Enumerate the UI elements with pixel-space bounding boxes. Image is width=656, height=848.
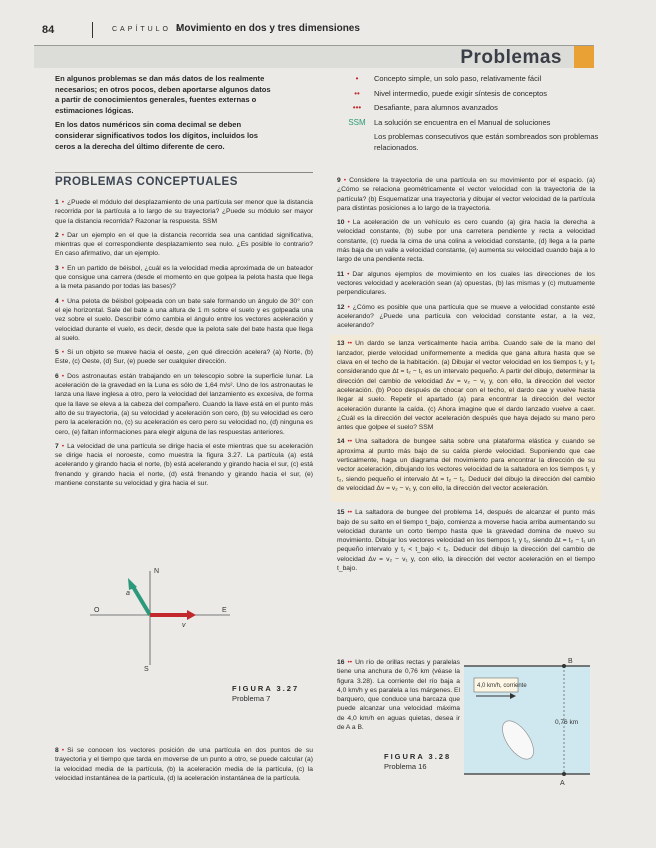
legend-text: Los problemas consecutivos que están sombreados son problemas relacionados. xyxy=(374,132,599,152)
problem-text: Dos astronautas están trabajando en un telescopio sobre la superficie lunar. La aceleración de la gravedad en la Luna es sólo de 1,64 m/s². Uno de los astronautas le lanza una llave inglesa a otro, pero la velocidad del lanzamiento es excesiva, de forma que la llave se eleva a la cabeza del compañero. Cuando la llave está en el punto más alto de su trayectoria, (a) su velocidad y aceleración son cero, (b) su velocidad es cero pero la aceleración no, (c) su aceleración es cero pero su velocidad no, (d) ninguna es cero, (e) faltan informaciones para elegir alguna de las respuestas anteriores. xyxy=(55,372,313,436)
legend-text: La solución se encuentra en el Manual de soluciones xyxy=(374,117,551,127)
point-a-marker xyxy=(562,772,566,776)
problem-number: 6 xyxy=(55,372,59,380)
difficulty-dot-icon: •• xyxy=(347,659,353,666)
problem-number: 2 xyxy=(55,231,59,239)
legend-mark: ••• xyxy=(352,103,362,112)
south-label: S xyxy=(144,666,149,673)
problem-12 xyxy=(337,303,595,331)
difficulty-legend xyxy=(340,74,610,157)
difficulty-dot-icon: • xyxy=(61,231,65,239)
problem-text: La velocidad de una partícula se dirige hacia el este mientras que su aceleración se dirige hacia el noroeste, como muestra la figura 3.27. La partícula (a) está acelerando y girando hacia el norte, (b) está acelerando y girando hacia el sur, (c) está frenando y girando hacia el norte, (d) está frenando y girando hacia el sur, (e) mantiene constante su velocidad y gira hacia el sur. xyxy=(55,442,313,488)
problem-text: En un partido de béisbol, ¿cuál es la velocidad media aproximada de un bateador que consigue una carrera (desde el momento en que golpea la pelota hasta que llega a la meta pasando por todas las bases)? xyxy=(55,264,313,291)
figure-27-label: FIGURA 3.27 xyxy=(232,684,300,693)
legend-row xyxy=(340,89,610,100)
problem-number: 13 xyxy=(337,340,345,348)
banner-accent-box xyxy=(574,46,594,68)
ssm-icon: SSM xyxy=(348,117,366,127)
problem-number: 8 xyxy=(55,747,59,754)
figure-28-label: FIGURA 3.28 xyxy=(384,752,452,761)
width-label: 0,76 km xyxy=(555,719,579,726)
north-label: N xyxy=(154,568,160,575)
related-problems-shaded xyxy=(331,335,601,502)
figure-27-problem: Problema 7 xyxy=(232,694,271,703)
legend-text: Desafiante, para alumnos avanzados xyxy=(374,103,498,112)
problem-2 xyxy=(55,231,313,259)
intro-text xyxy=(55,74,273,156)
problem-number: 12 xyxy=(337,303,345,311)
difficulty-dot-icon: •• xyxy=(347,340,353,348)
problem-9 xyxy=(337,176,595,213)
problem-number: 9 xyxy=(337,177,341,184)
problem-number: 4 xyxy=(55,297,59,305)
problem-14 xyxy=(337,437,595,493)
difficulty-dot-icon: • xyxy=(61,264,65,272)
problem-16 xyxy=(337,658,460,732)
legend-row xyxy=(340,103,610,114)
problem-text: Considere la trayectoria de una partícula en su movimiento por el espacio. (a) ¿Cómo se relaciona geométricamente el vector velocidad con la trayectoria de la partícula? (b) Esquematizar una trayectoria y dibujar el vector velocidad de la partícula para distintas posiciones a lo largo de la trayectoria. xyxy=(337,177,595,212)
difficulty-dot-icon: • xyxy=(61,442,65,450)
problem-text: La saltadora de bungee del problema 14, después de alcanzar el punto más bajo de su salto en el tiempo t_bajo, comienza a moverse hacia arriba aumentando su velocidad durante un corto tiempo hasta que la gravedad domina de nuevo su movimiento. Dibujar los vectores velocidad en los tiempos t₁ y t₂, siendo Δt = t₂ − t₁ un pequeño intervalo y t₁ < t_bajo < t₂. Deducir del dibujo la dirección del cambio de velocidad Δv = v₂ − v₁ y, con ello, la dirección del vector aceleración en el tiempo t_bajo. xyxy=(337,509,595,572)
problem-number: 15 xyxy=(337,509,345,517)
figure-3-28 xyxy=(460,654,595,819)
difficulty-dot-icon: • xyxy=(61,372,65,380)
problem-text: Una saltadora de bungee salta sobre una plataforma elástica y cuando se aproxima al punto más bajo de su caída pierde velocidad. Suponiendo que cae verticalmente, haga un diagrama del movimiento para encontrar la dirección de su vector aceleración, dibujando los vectores velocidad de la saltadora en los tiempos t₁ y t₂, siendo pequeño el intervalo Δt = t₂ − t₁. Deducir del dibujo la dirección del cambio de velocidad Δv = v₂ − v₁ y, con ello, la dirección del vector aceleración. xyxy=(337,438,595,492)
difficulty-dot-icon: • xyxy=(343,177,347,184)
legend-row xyxy=(340,132,610,153)
chapter-label: CAPÍTULO 3 xyxy=(112,26,183,33)
acceleration-vector xyxy=(132,585,150,615)
legend-mark: •• xyxy=(354,88,360,98)
problem-number: 14 xyxy=(337,438,345,446)
section-rule xyxy=(55,172,313,173)
acceleration-label: a xyxy=(126,590,130,597)
difficulty-dot-icon: •• xyxy=(347,509,353,517)
difficulty-dot-icon: • xyxy=(61,297,65,305)
problem-number: 3 xyxy=(55,264,59,272)
figure-28-caption xyxy=(384,752,451,772)
legend-mark: • xyxy=(355,74,359,83)
legend-mark xyxy=(340,132,374,153)
legend-text: Concepto simple, un solo paso, relativamente fácil xyxy=(374,74,542,83)
figure-27-caption xyxy=(232,684,299,704)
right-column xyxy=(337,176,595,578)
problem-number: 11 xyxy=(337,270,345,278)
current-label: 4,0 km/h, corriente xyxy=(477,683,527,689)
difficulty-dot-icon: • xyxy=(347,270,350,278)
problem-text: Un dardo se lanza verticalmente hacia arriba. Cuando sale de la mano del lanzador, pierde velocidad uniformemente a medida que gana altura hasta que se clava en el techo de la habitación. (a) Dibujar el vector velocidad en los tiempos t₁ y t₂ considerando que Δt = t₂ − t₁ es un intervalo pequeño. A partir del dibujo, determinar la dirección del cambio de velocidad Δv = v₂ − v₁ y, con ello, la dirección del vector aceleración. (b) Poco después de chocar con el techo, el dardo cae y vuelve hasta llegar al suelo. Repetir el apartado (a) para encontrar la dirección del vector aceleración durante la caída. (c) Ahora imagine que el dardo lanzado vuelve a caer. ¿Cuál es la dirección del vector aceleración después que haya dejado su mano pero antes que golpee el suelo? SSM xyxy=(337,340,595,432)
problems-banner xyxy=(34,45,594,68)
difficulty-dot-icon: • xyxy=(61,349,65,357)
problem-7 xyxy=(55,442,313,488)
legend-row xyxy=(340,118,610,129)
difficulty-dot-icon: • xyxy=(61,199,65,206)
problem-text: Un río de orillas rectas y paralelas tiene una anchura de 0,76 km (véase la figura 3.28). La corriente del río baja a 4,0 km/h y es paralela a los márgenes. El barquero, que conduce una barcaza que puede alcanzar una velocidad máxima de 4,0 km/h en aguas quietas, desea ir de A a B. xyxy=(337,659,460,732)
figure-3-27 xyxy=(70,563,250,673)
problem-number: 10 xyxy=(337,219,345,227)
problem-number: 5 xyxy=(55,349,59,357)
problem-number: 1 xyxy=(55,199,59,206)
west-label: O xyxy=(94,607,100,614)
banner-title: Problemas xyxy=(460,47,562,68)
point-b-marker xyxy=(562,664,566,668)
section-title: PROBLEMAS CONCEPTUALES xyxy=(55,176,238,188)
difficulty-dot-icon: •• xyxy=(347,438,353,446)
left-column xyxy=(55,198,313,493)
velocity-arrowhead xyxy=(187,610,196,620)
problem-text: ¿Cómo es posible que una partícula que se mueve a velocidad constante esté acelerando? ¿Puede una partícula con velocidad constante estar, a la vez, acelerando? xyxy=(337,303,595,330)
figure-28-problem: Problema 16 xyxy=(384,762,427,771)
difficulty-dot-icon: • xyxy=(347,219,350,227)
chapter-title: Movimiento en dos y tres dimensiones xyxy=(176,23,360,34)
problem-6 xyxy=(55,372,313,437)
problem-text: Si un objeto se mueve hacia el oeste, ¿en qué dirección acelera? (a) Norte, (b) Este, (c) Oeste, (d) Sur, (e) puede ser cualquier dirección. xyxy=(55,349,313,366)
problem-4 xyxy=(55,297,313,343)
problem-3 xyxy=(55,264,313,292)
point-a-label: A xyxy=(560,780,565,787)
east-label: E xyxy=(222,607,227,614)
velocity-label: v xyxy=(182,622,186,629)
problem-11 xyxy=(337,270,595,298)
intro-paragraph-1: En algunos problemas se dan más datos de los realmente necesarios; en otros pocos, deben aportarse algunos datos a partir de conocimientos generales, fuentes externas o estimaciones lógicas. xyxy=(55,74,271,115)
problem-15 xyxy=(337,508,595,573)
page-number: 84 xyxy=(42,24,55,36)
difficulty-dot-icon: • xyxy=(61,747,65,754)
problem-8 xyxy=(55,746,313,783)
problem-1 xyxy=(55,198,313,226)
problem-10 xyxy=(337,218,595,264)
legend-row xyxy=(340,74,610,85)
problem-text: ¿Puede el módulo del desplazamiento de una partícula ser menor que la distancia recorrida por la partícula a lo largo de su trayectoria? ¿Puede su módulo ser mayor que la distancia recorrida? Razonar la respuesta. SSM xyxy=(55,199,313,225)
problem-text: Si se conocen los vectores posición de una partícula en dos puntos de su trayectoria y el tiempo que tarda en moverse de un punto a otro, se puede calcular (a) la velocidad media de la partícula, (b) la aceleración media de la partícula, (c) la velocidad instantánea de la partícula, (d) la aceleración instantánea de la partícula. xyxy=(55,747,313,782)
problem-5 xyxy=(55,348,313,367)
intro-paragraph-2: En los datos numéricos sin coma decimal se deben considerar significativos todos los dígitos, incluidos los ceros a la derecha del último diferente de cero. xyxy=(55,120,258,151)
problem-text: Dar algunos ejemplos de movimiento en los cuales las direcciones de los vectores velocidad y aceleración sean (a) opuestas, (b) las mismas y (c) mutuamente perpendiculares. xyxy=(337,270,595,297)
problem-text: Dar un ejemplo en el que la distancia recorrida sea una cantidad significativa, mientras que el correspondiente desplazamiento sea nulo. ¿Es posible lo contrario? En caso afirmativo, dar un ejemplo. xyxy=(55,231,313,258)
difficulty-dot-icon: • xyxy=(347,303,350,311)
problem-number: 7 xyxy=(55,442,59,450)
problem-text: La aceleración de un vehículo es cero cuando (a) gira hacia la derecha a velocidad constante, (b) sube por una carretera pendiente y recta a velocidad constante, (c) rueda la cima de una colina a velocidad constante, (d) llega a la parte más baja de un valle a velocidad constante, (e) aumenta su velocidad cuando baja a lo largo de una pendiente recta. xyxy=(337,219,595,264)
legend-text: Nivel intermedio, puede exigir síntesis de conceptos xyxy=(374,88,548,98)
problem-text: Una pelota de béisbol golpeada con un bate sale formando un ángulo de 30° con el eje horizontal. Sale del bate a una altura de 1 m sobre el suelo y es golpeada una vez sobre el suelo. Describir cómo cambia el ángulo entre los vectores aceleración y velocidad durante el vuelo, es decir, desde que la pelota sale del bate hasta que llega al suelo. xyxy=(55,297,313,342)
header-divider xyxy=(92,22,93,38)
problem-number: 16 xyxy=(337,659,345,666)
point-b-label: B xyxy=(568,658,573,665)
problem-13 xyxy=(337,339,595,432)
